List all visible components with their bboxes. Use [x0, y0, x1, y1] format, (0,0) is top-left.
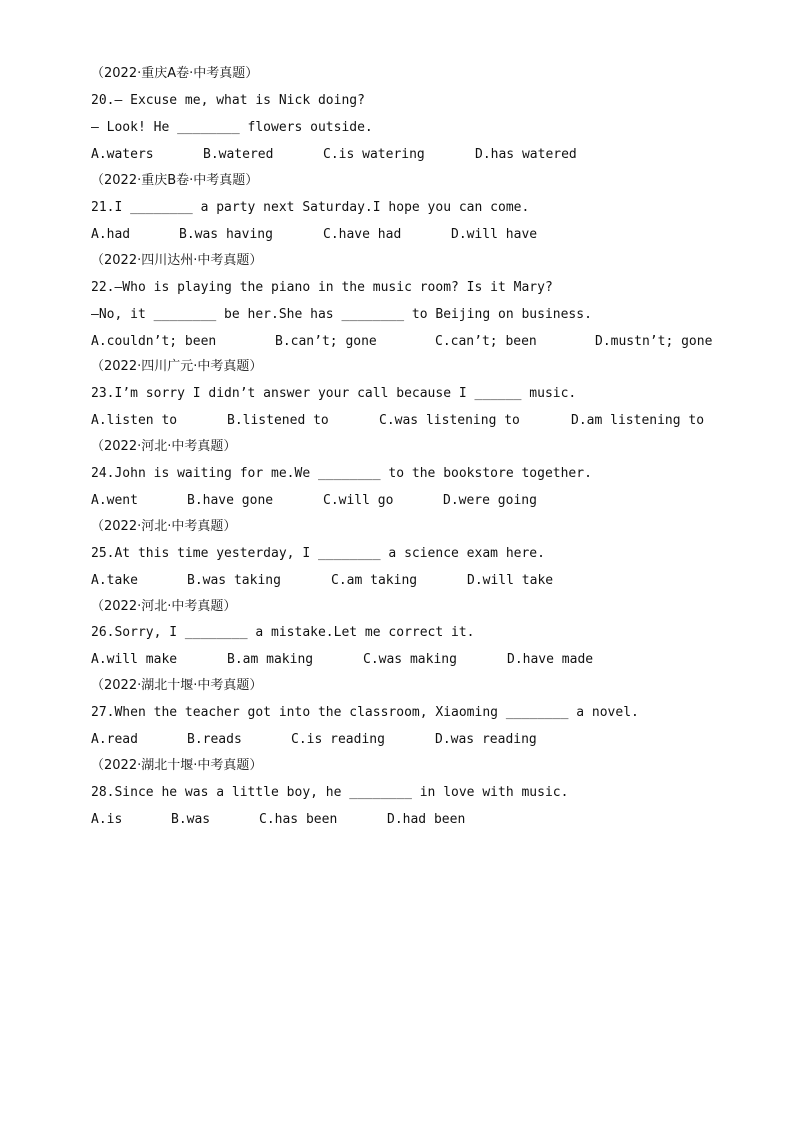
option-d: D.will take — [467, 573, 554, 588]
option-d: D.have made — [507, 652, 594, 667]
option-d: D.were going — [443, 493, 537, 508]
options-row — [91, 732, 771, 748]
question-source: （2022·四川达州·中考真题） — [91, 253, 263, 268]
question-source: （2022·河北·中考真题） — [91, 439, 237, 454]
option-c: C.am taking — [331, 573, 418, 588]
question-source: （2022·湖北十堰·中考真题） — [91, 758, 263, 773]
question-source: （2022·河北·中考真题） — [91, 519, 237, 534]
question-stem: 25.At this time yesterday, I ________ a science exam here. — [91, 546, 545, 561]
option-c: C.have had — [323, 227, 402, 242]
options-row — [91, 493, 771, 509]
option-a: A.take — [91, 573, 138, 588]
option-b: B.am making — [227, 652, 314, 667]
options-row — [91, 147, 771, 163]
option-b: B.watered — [203, 147, 274, 162]
option-a: A.listen to — [91, 413, 178, 428]
option-a: A.couldn’t; been — [91, 334, 217, 349]
question-stem: 22.—Who is playing the piano in the music room? Is it Mary? — [91, 280, 553, 295]
option-d: D.has watered — [475, 147, 577, 162]
question-source: （2022·四川广元·中考真题） — [91, 359, 263, 374]
option-a: A.had — [91, 227, 131, 242]
options-row — [91, 812, 771, 828]
options-row — [91, 573, 771, 589]
option-d: D.mustn’t; gone — [595, 334, 713, 349]
option-c: C.will go — [323, 493, 394, 508]
options-row — [91, 334, 771, 350]
question-source: （2022·重庆B卷·中考真题） — [91, 173, 259, 188]
question-stem: —No, it ________ be her.She has ________ to Beijing on business. — [91, 307, 592, 322]
question-stem: 24.John is waiting for me.We ________ to the bookstore together. — [91, 466, 592, 481]
option-c: C.is reading — [291, 732, 385, 747]
question-stem: 26.Sorry, I ________ a mistake.Let me correct it. — [91, 625, 475, 640]
options-row — [91, 227, 771, 243]
options-row — [91, 413, 771, 429]
option-c: C.was making — [363, 652, 457, 667]
question-stem: 27.When the teacher got into the classroom, Xiaoming ________ a novel. — [91, 705, 639, 720]
option-a: A.is — [91, 812, 123, 827]
option-c: C.was listening to — [379, 413, 520, 428]
option-c: C.has been — [259, 812, 338, 827]
question-stem: 28.Since he was a little boy, he ________ in love with music. — [91, 785, 569, 800]
option-d: D.was reading — [435, 732, 537, 747]
option-b: B.listened to — [227, 413, 329, 428]
option-b: B.have gone — [187, 493, 274, 508]
question-stem: 20.— Excuse me, what is Nick doing? — [91, 93, 365, 108]
question-stem: — Look! He ________ flowers outside. — [91, 120, 373, 135]
option-b: B.was taking — [187, 573, 281, 588]
option-a: A.waters — [91, 147, 154, 162]
option-b: B.can’t; gone — [275, 334, 377, 349]
option-b: B.was having — [179, 227, 273, 242]
option-b: B.reads — [187, 732, 242, 747]
option-c: C.can’t; been — [435, 334, 537, 349]
options-row — [91, 652, 771, 668]
question-source: （2022·河北·中考真题） — [91, 599, 237, 614]
option-c: C.is watering — [323, 147, 425, 162]
option-d: D.had been — [387, 812, 466, 827]
option-d: D.am listening to — [571, 413, 705, 428]
option-d: D.will have — [451, 227, 538, 242]
option-a: A.went — [91, 493, 138, 508]
question-source: （2022·重庆A卷·中考真题） — [91, 66, 259, 81]
question-stem: 21.I ________ a party next Saturday.I hope you can come. — [91, 200, 530, 215]
question-source: （2022·湖北十堰·中考真题） — [91, 678, 263, 693]
option-b: B.was — [171, 812, 211, 827]
option-a: A.will make — [91, 652, 178, 667]
option-a: A.read — [91, 732, 138, 747]
question-stem: 23.I’m sorry I didn’t answer your call because I ______ music. — [91, 386, 577, 401]
